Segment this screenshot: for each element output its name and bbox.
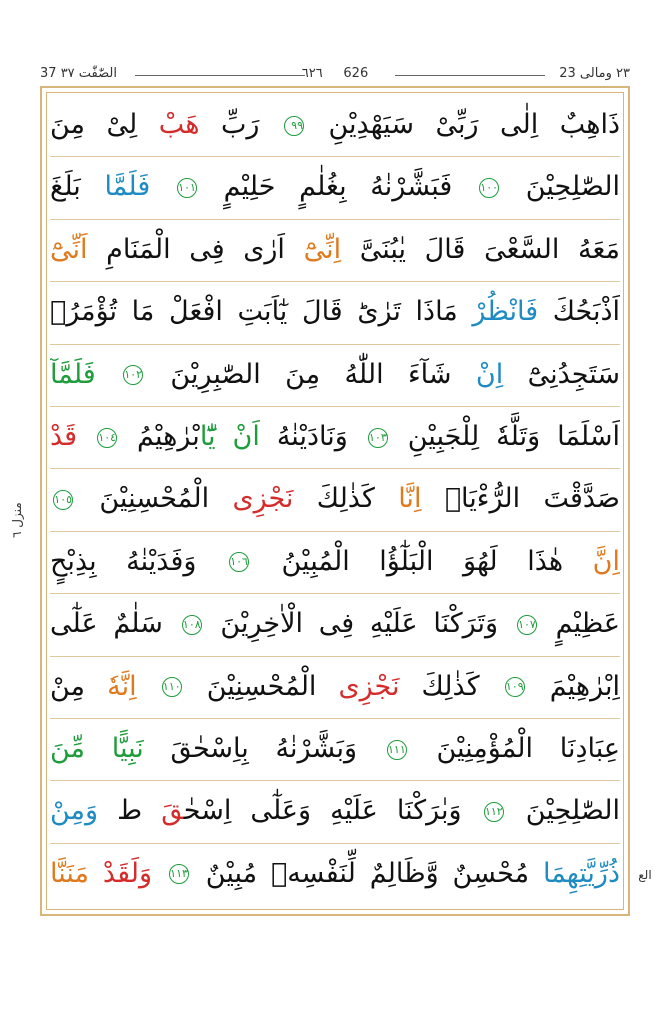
- ayah-number-marker: ٩٩: [284, 116, 304, 136]
- ayah-number-marker: ١٠٤: [97, 428, 117, 448]
- tajweed-highlight: وَمِنْ: [50, 795, 99, 827]
- ruku-marker: الع: [638, 868, 652, 882]
- verse-text: سَلٰمٌ عَلٰٓى: [50, 608, 179, 640]
- verse-text: وَبٰرَكْنَا عَلَيْهِ وَعَلٰٓى اِسْحٰ: [183, 795, 481, 827]
- verse-text: اَذْبَحُكَ: [538, 296, 620, 328]
- tajweed-highlight: وَلَقَدْ: [102, 857, 166, 889]
- verse-line-7: [50, 468, 620, 530]
- verse-line-3: [50, 219, 620, 281]
- verse-text: اَرٰى فِى الْمَنَامِ: [87, 233, 304, 265]
- verse-line-5: [50, 344, 620, 406]
- verse-text: الصّٰلِحِيْنَ: [506, 795, 620, 827]
- verse-text: مِنْ: [50, 670, 108, 702]
- verse-text: مَاذَا تَرٰىؕ قَالَ يٰٓاَبَتِ افْعَلْ مَا تُؤْمَرُؗ: [50, 296, 473, 328]
- verse-text: وَفَدَيْنٰهُ بِذِبْحٍ: [50, 545, 226, 577]
- verse-text: كَذٰلِكَ: [399, 670, 502, 702]
- page-header: [40, 66, 630, 86]
- verse-text: ط: [98, 795, 162, 827]
- verse-line-1: [50, 94, 620, 156]
- tajweed-highlight: اِنَّ: [592, 545, 620, 577]
- ayah-number-marker: ١١٢: [484, 802, 504, 822]
- tajweed-highlight: فَانْظُرْ: [472, 296, 539, 328]
- ayah-number-marker: ١١١: [387, 740, 407, 760]
- verse-text: اَسْلَمَا وَتَلَّهٗ لِلْجَبِيْنِ: [390, 421, 620, 452]
- tajweed-highlight: ذُرِّيَّتِهِمَا: [542, 857, 620, 889]
- tajweed-highlight: اِنَّهٗ: [107, 670, 159, 702]
- verse-text: لِىْ مِنَ: [50, 109, 159, 140]
- verse-line-6: [50, 406, 620, 468]
- verse-text: هٰذَا لَهُوَ الْبَلٰٓؤُا الْمُبِيْنُ: [251, 545, 593, 577]
- ayah-number-marker: ١٠٩: [505, 677, 525, 697]
- quran-text-body: [50, 94, 620, 906]
- verse-text: الْمُحْسِنِيْنَ: [76, 483, 233, 515]
- ayah-number-marker: ١٠١: [177, 178, 197, 198]
- verse-text: كَذٰلِكَ: [293, 483, 399, 515]
- tajweed-highlight: هَبْ: [158, 109, 200, 140]
- verse-text: بْرٰهِيْمُ: [120, 421, 200, 452]
- tajweed-highlight: اِنِّىْٓ: [303, 233, 342, 265]
- verse-line-8: [50, 531, 620, 593]
- ayah-number-marker: ١٠٠: [479, 178, 499, 198]
- verse-text: مُحْسِنٌ وَّظَالِمٌ لِّنَفْسِهٖ مُبِيْنٌ: [191, 857, 543, 889]
- header-surah-name: 37 الصّٰفّٰت ٣٧: [40, 66, 117, 81]
- verse-line-12: [50, 780, 620, 842]
- tajweed-highlight: نَجْزِى: [232, 483, 294, 515]
- ayah-number-marker: ١١٣: [169, 864, 189, 884]
- verse-line-13: [50, 843, 620, 905]
- verse-text: عِبَادِنَا الْمُؤْمِنِيْنَ: [409, 733, 620, 764]
- verse-text: ذَاهِبٌ اِلٰى رَبِّىْ سَيَهْدِيْنِ: [306, 109, 620, 140]
- ayah-number-marker: ١٠٧: [517, 615, 537, 635]
- verse-line-4: [50, 281, 620, 343]
- verse-text: الصّٰلِحِيْنَ: [502, 171, 620, 203]
- manzil-marker: منزل ٦: [10, 502, 24, 538]
- ayah-number-marker: ١١٠: [162, 677, 182, 697]
- ayah-number-marker: ١٠٦: [229, 552, 249, 572]
- header-page-number: [302, 66, 368, 81]
- header-page-number-latin: 626: [343, 66, 369, 81]
- verse-text: وَتَرَكْنَا عَلَيْهِ فِى الْاٰخِرِيْنَ: [204, 608, 514, 640]
- verse-text: عَظِيْمٍ: [539, 608, 620, 640]
- verse-text: وَبَشَّرْنٰهُ بِاِسْحٰقَ: [143, 733, 384, 764]
- verse-line-2: [50, 156, 620, 218]
- ayah-number-marker: ١٠٥: [53, 490, 73, 510]
- tajweed-highlight: اَنِّىْٓ: [50, 233, 88, 265]
- verse-text: شَآءَ اللّٰهُ مِنَ الصّٰبِرِيْنَ: [146, 358, 476, 390]
- ayah-number-marker: ١٠٣: [368, 428, 388, 448]
- verse-text: صَدَّقْتَ الرُّءْيَا: [444, 483, 620, 515]
- ayah-number-marker: ١٠٢: [123, 365, 143, 385]
- header-para-name: ٢٣ ومالى 23: [559, 66, 630, 81]
- tajweed-highlight: قَدْ: [50, 421, 95, 452]
- tajweed-highlight: ۚ اِنَّا: [398, 483, 445, 515]
- verse-line-9: [50, 593, 620, 655]
- verse-text: الْمُحْسِنِيْنَ: [184, 670, 339, 702]
- header-rule-left: [135, 75, 305, 76]
- verse-line-10: [50, 656, 620, 718]
- tajweed-highlight: اِنْ: [475, 358, 504, 390]
- tajweed-highlight: فَلَمَّا: [104, 171, 174, 203]
- verse-text: اِبْرٰهِيْمَ: [527, 670, 620, 702]
- tajweed-highlight: مَنَنَّا: [50, 857, 103, 889]
- verse-text: فَبَشَّرْنٰهُ بِغُلٰمٍ حَلِيْمٍ: [199, 171, 477, 203]
- verse-text: مَعَهُ السَّعْىَ قَالَ يٰبُنَىَّ: [341, 233, 620, 265]
- tajweed-highlight: قَ: [161, 795, 184, 827]
- tajweed-highlight: نَبِيًّا مِّنَ: [50, 733, 144, 764]
- tajweed-highlight: فَلَمَّآ: [50, 358, 121, 390]
- tajweed-highlight: اَنْ يّٰٓا: [199, 421, 260, 452]
- verse-text: وَنَادَيْنٰهُ: [259, 421, 365, 452]
- ayah-number-marker: ١٠٨: [182, 615, 202, 635]
- tajweed-highlight: نَجْزِى: [338, 670, 400, 702]
- verse-text: بَلَغَ: [50, 171, 105, 203]
- verse-line-11: [50, 718, 620, 780]
- verse-text: رَبِّ: [199, 109, 281, 140]
- header-rule-right: [395, 75, 545, 76]
- header-page-number-urdu: ٦٢٦: [301, 66, 323, 81]
- verse-text: سَتَجِدُنِىْٓ: [503, 358, 620, 390]
